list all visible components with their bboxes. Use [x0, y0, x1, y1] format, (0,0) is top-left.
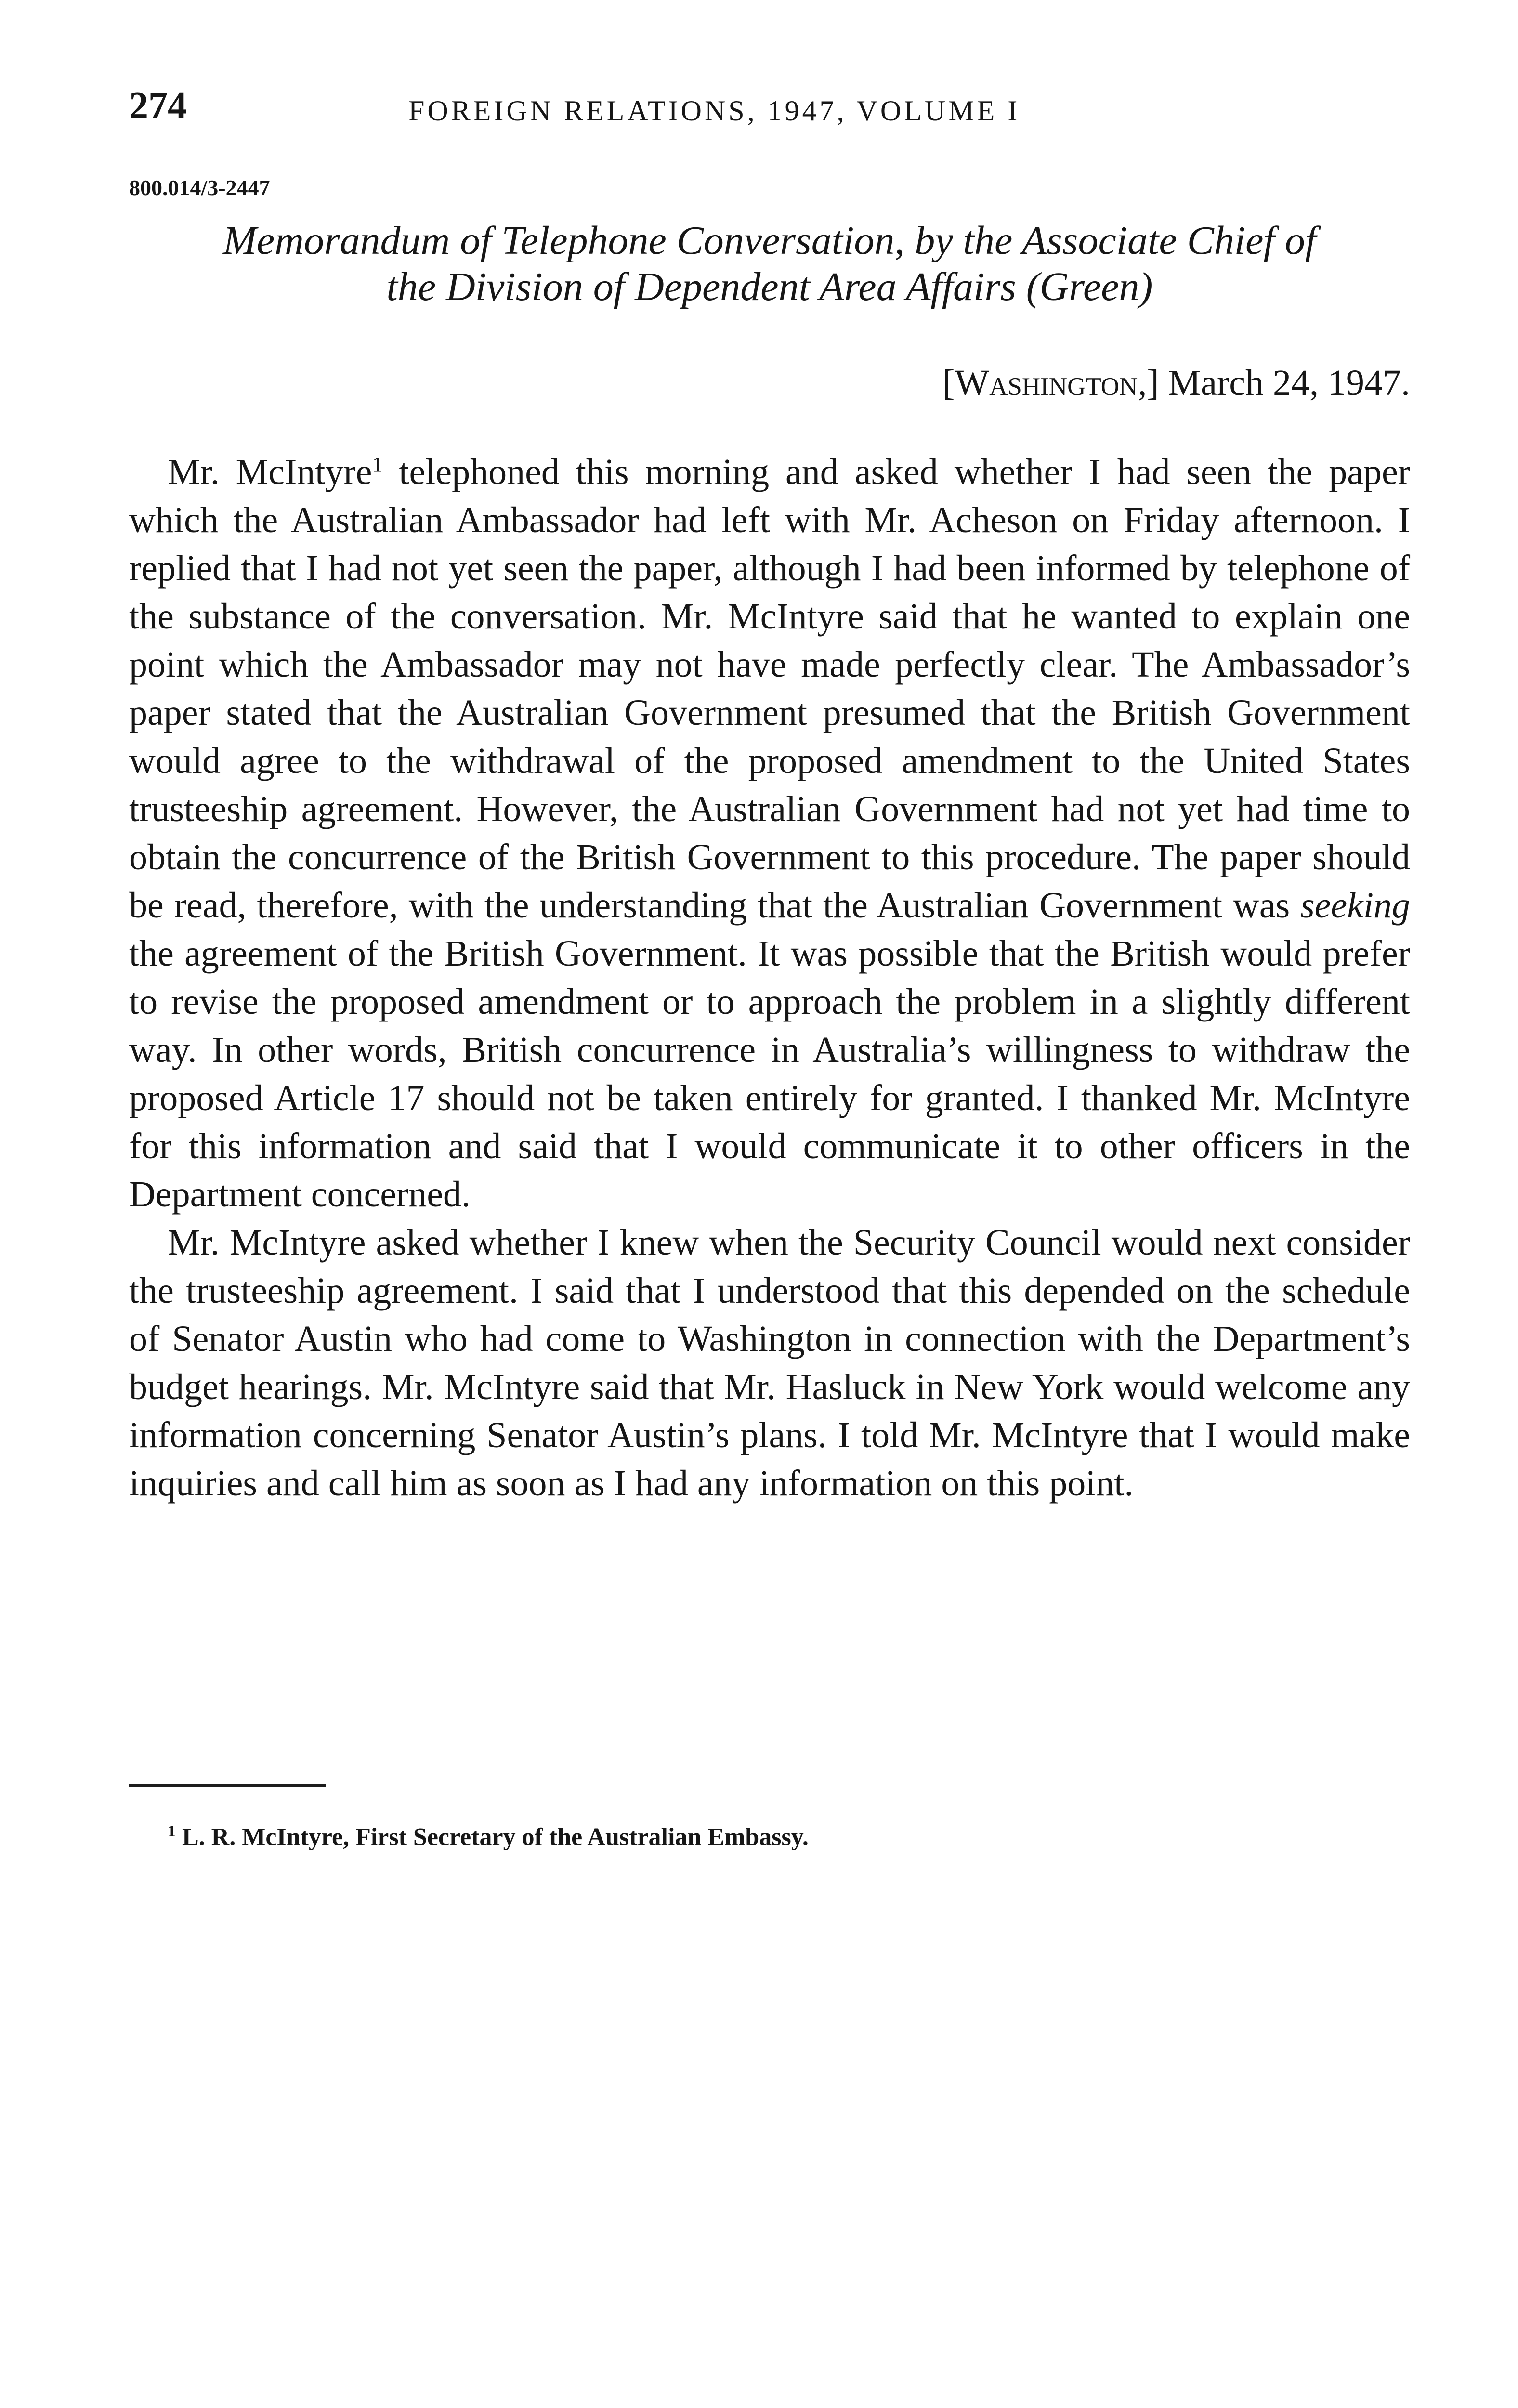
dateline-date: March 24, 1947. — [1168, 363, 1410, 403]
footnote-divider — [129, 1784, 326, 1787]
footnote-text: L. R. McIntyre, First Secretary of the Australian Embassy. — [176, 1823, 809, 1851]
paragraph-2: Mr. McIntyre asked whether I knew when the Security Council would next consider the trusteeship agreement. I said that I understood that this depended on the schedule of Senator Austin who had come to Washington in connection with the Department’s budget hearings. Mr. McIntyre said that Mr. Hasluck in New York would welcome any information concerning Senator Austin’s plans. I told Mr. McIntyre that I would make inquiries and call him as soon as I had any information on this point. — [129, 1222, 1410, 1504]
running-title: FOREIGN RELATIONS, 1947, VOLUME I — [408, 95, 1021, 127]
dateline — [942, 359, 1410, 407]
paragraph-1-name: Mr. McIntyre — [168, 452, 372, 492]
running-head — [129, 82, 1410, 135]
paragraph-1-emphasis: seeking — [1300, 885, 1410, 926]
document-title-line-1: Memorandum of Telephone Conversation, by the Associate Chief of — [222, 218, 1317, 263]
page-number: 274 — [129, 85, 187, 127]
paragraph-1-text-a: telephoned this morning and asked whether I had seen the paper which the Australian Ambassador had left with Mr. Acheson on Friday afternoon. I replied that I had not yet seen the paper, although I had been informed by telephone of the substance of the conversation. Mr. McIntyre said that he wanted to explain one point which the Ambassador may not have made perfectly clear. The Ambassador’s paper stated that the Australian Government presumed that the British Government would agree to the withdrawal of the proposed amendment to the United States trusteeship agreement. However, the Australian Government had not yet had time to obtain the concurrence of the British Government to this procedure. The paper should be read, therefore, with the understanding that the Australian Government was — [129, 452, 1411, 926]
memo-body — [129, 448, 1410, 1507]
footnote-reference: 1 — [372, 453, 383, 476]
paragraph-1 — [129, 448, 1410, 1218]
paragraph-1-text-b: the agreement of the British Government. It was possible that the British would prefer to revise the proposed amendment or to approach the problem in a slightly different way. In other words, British concurrence in Australia’s willingness to withdraw the proposed Article 17 should not be taken entirely for granted. I thanked Mr. McIntyre for this information and said that I would communicate it to other officers in the Department concerned. — [129, 933, 1410, 1215]
document-title — [129, 218, 1410, 310]
document-title-line-2: the Division of Dependent Area Affairs (Green) — [386, 264, 1153, 309]
dateline-place: [Washington,] — [942, 363, 1159, 403]
file-number: 800.014/3-2447 — [129, 175, 270, 200]
footnote — [168, 1820, 809, 1854]
footnote-marker: 1 — [168, 1822, 176, 1840]
